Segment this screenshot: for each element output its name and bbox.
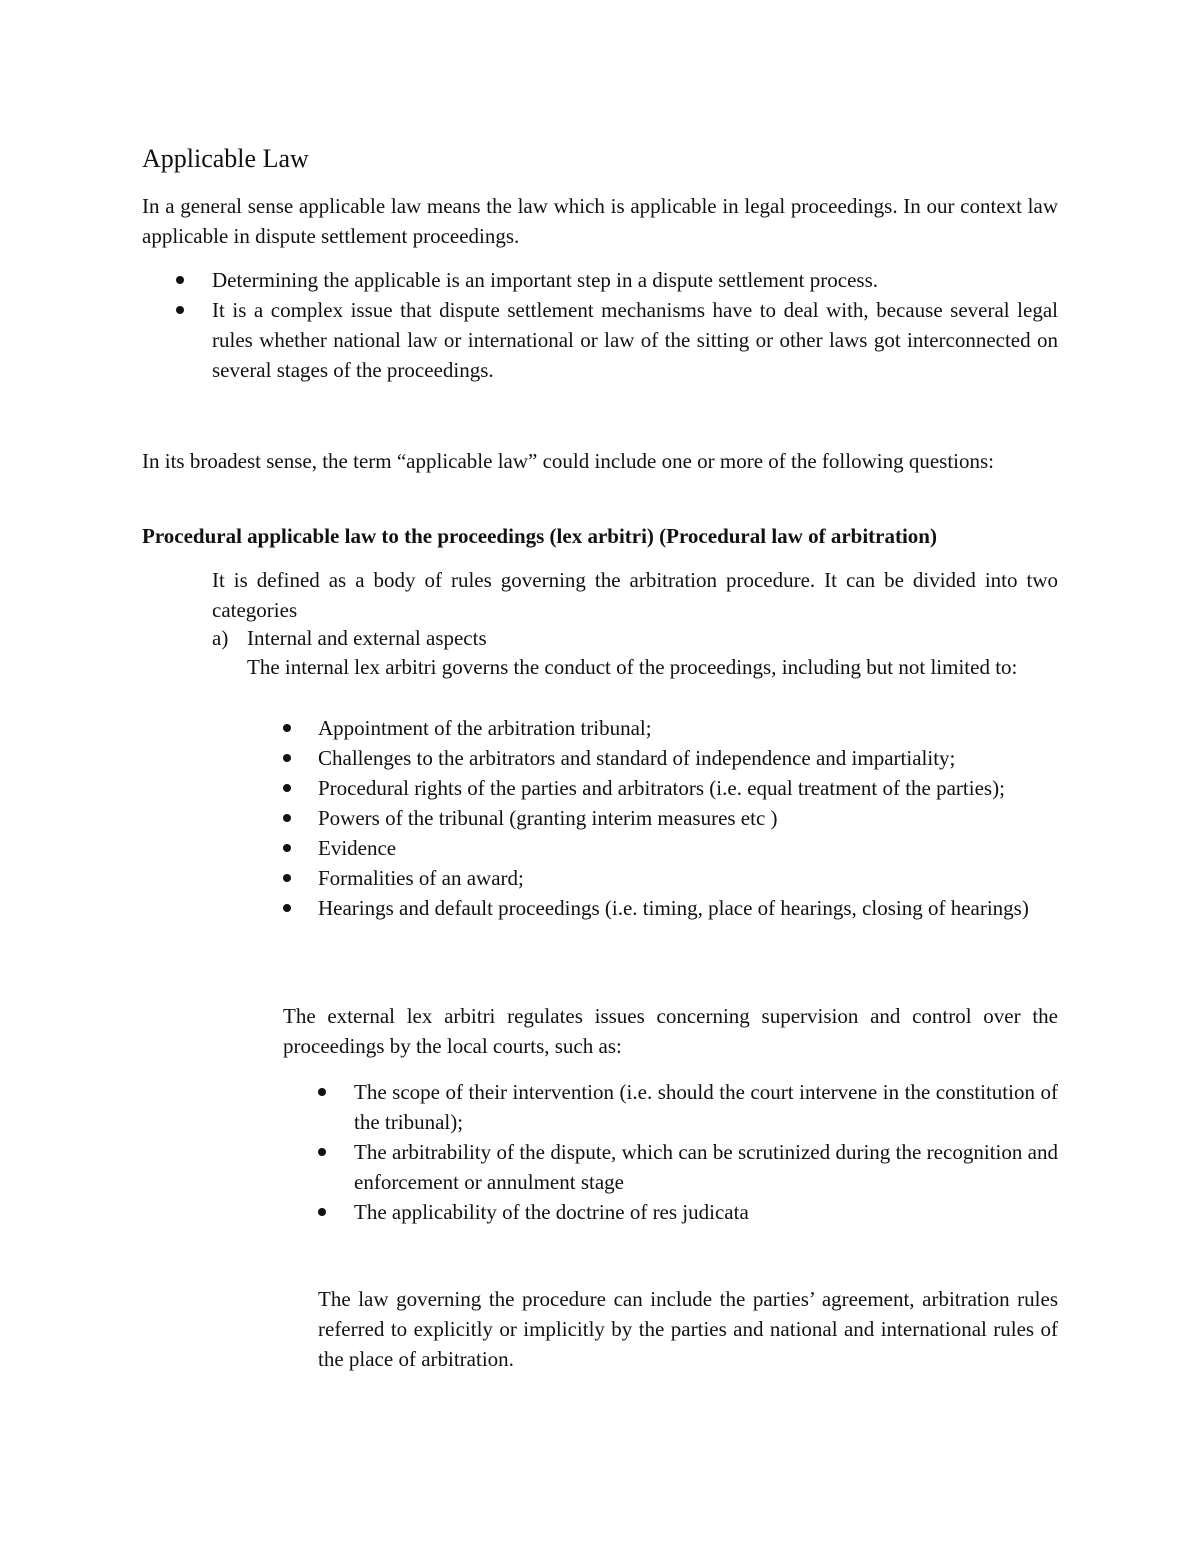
closing-paragraph: The law governing the procedure can include the parties’ agreement, arbitration rules referred to explicitly or implicitly by the parties and national and international rules of the place of arbitration.: [318, 1287, 1058, 1371]
bullet-icon: [283, 754, 291, 762]
list-item-text: Formalities of an award;: [318, 866, 524, 890]
list-item-text: Determining the applicable is an important step in a dispute settlement process.: [212, 268, 878, 292]
bullet-icon: [176, 276, 184, 284]
intro-bullet-list: [212, 265, 1058, 385]
bullet-icon: [283, 814, 291, 822]
list-item-text: The scope of their intervention (i.e. should the court intervene in the constitution of the tribunal);: [354, 1080, 1058, 1134]
page-title: Applicable Law: [142, 144, 309, 173]
list-item-text: Powers of the tribunal (granting interim measures etc ): [318, 806, 778, 830]
bullet-icon: [318, 1208, 326, 1216]
list-item-text: The applicability of the doctrine of res judicata: [354, 1200, 749, 1224]
subsection-marker: a): [212, 626, 229, 650]
list-item: [318, 773, 1058, 803]
internal-intro-paragraph: The internal lex arbitri governs the conduct of the proceedings, including but not limited to:: [247, 655, 1018, 679]
list-item-text: Challenges to the arbitrators and standard of independence and impartiality;: [318, 746, 956, 770]
list-item: [212, 265, 1058, 295]
procedural-heading: Procedural applicable law to the proceedings (lex arbitri) (Procedural law of arbitration): [142, 524, 937, 548]
list-item-text: Procedural rights of the parties and arbitrators (i.e. equal treatment of the parties);: [318, 776, 1005, 800]
intro-paragraph: In a general sense applicable law means the law which is applicable in legal proceedings. In our context law applicable in dispute settlement proceedings.: [142, 194, 1058, 248]
list-item: [318, 863, 1058, 893]
list-item: [318, 743, 1058, 773]
external-intro-paragraph: The external lex arbitri regulates issues concerning supervision and control over the proceedings by the local courts, such as:: [283, 1004, 1058, 1058]
bullet-icon: [176, 306, 184, 314]
broadest-sense-paragraph: In its broadest sense, the term “applicable law” could include one or more of the following questions:: [142, 449, 995, 473]
list-item-text: Appointment of the arbitration tribunal;: [318, 716, 652, 740]
list-item: [318, 803, 1058, 833]
bullet-icon: [283, 904, 291, 912]
list-item: [354, 1077, 1058, 1137]
list-item-text: Hearings and default proceedings (i.e. timing, place of hearings, closing of hearings): [318, 896, 1029, 920]
definition-paragraph: It is defined as a body of rules governing the arbitration procedure. It can be divided into two categories: [212, 568, 1058, 622]
bullet-icon: [318, 1088, 326, 1096]
bullet-icon: [283, 844, 291, 852]
list-item: [318, 893, 1058, 923]
list-item: [354, 1197, 1058, 1227]
list-item: [354, 1137, 1058, 1197]
list-item: [318, 713, 1058, 743]
list-item-text: The arbitrability of the dispute, which can be scrutinized during the recognition and enforcement or annulment stage: [354, 1140, 1058, 1194]
internal-bullet-list: [318, 713, 1058, 923]
bullet-icon: [283, 874, 291, 882]
bullet-icon: [283, 784, 291, 792]
subsection-title: Internal and external aspects: [247, 626, 487, 650]
external-bullet-list: [354, 1077, 1058, 1227]
list-item: [212, 295, 1058, 385]
list-item: [318, 833, 1058, 863]
bullet-icon: [283, 724, 291, 732]
bullet-icon: [318, 1148, 326, 1156]
list-item-text: Evidence: [318, 836, 397, 860]
list-item-text: It is a complex issue that dispute settlement mechanisms have to deal with, because several legal rules whether national law or international or law of the sitting or other laws got interconnected on several stages of the proceedings.: [212, 298, 1058, 382]
